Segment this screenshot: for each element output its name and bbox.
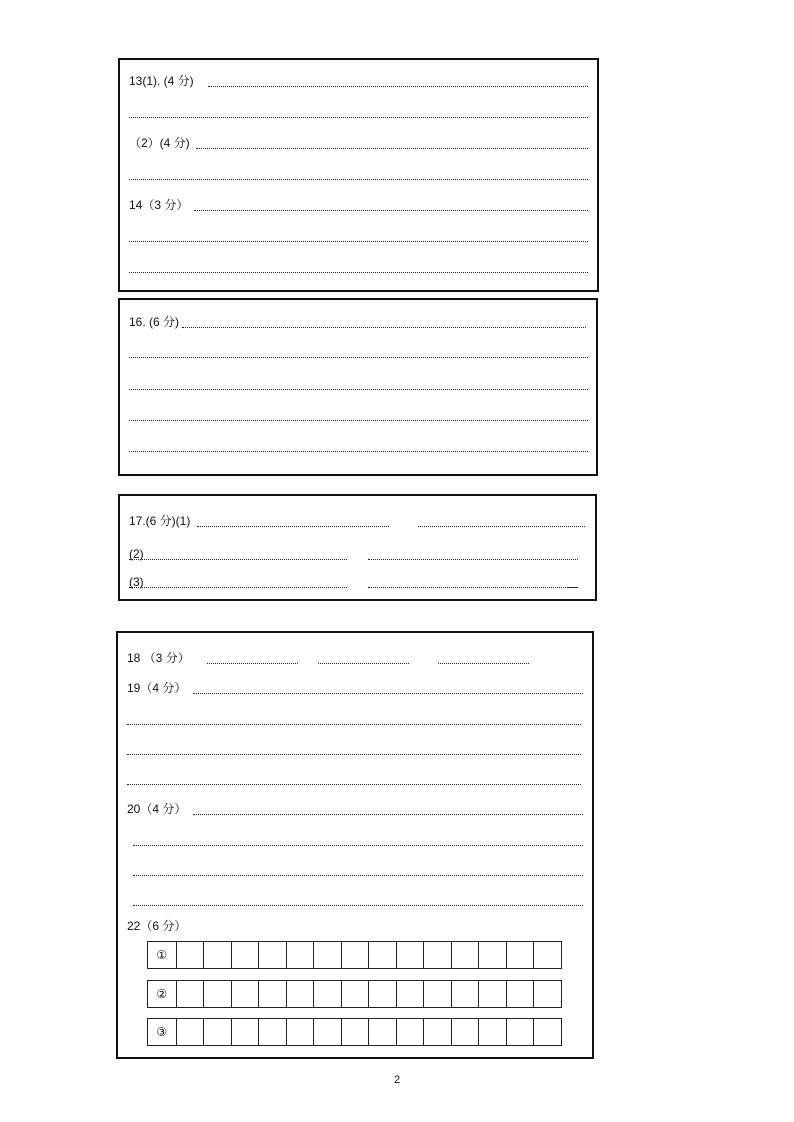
grid-cell[interactable] — [506, 942, 534, 968]
q18-label: 18 （3 分） — [127, 651, 190, 665]
q17-part2-blank[interactable] — [129, 559, 347, 560]
q14-answer-line[interactable] — [129, 241, 588, 242]
grid-cell[interactable] — [313, 981, 341, 1007]
row-marker-2: ② — [156, 987, 168, 1001]
q17-label: 17.(6 分)(1) — [129, 514, 191, 528]
row-marker-3: ③ — [156, 1025, 168, 1039]
grid-cell[interactable] — [341, 1019, 369, 1045]
grid-cell[interactable] — [368, 981, 396, 1007]
q16-answer-line[interactable] — [129, 389, 588, 390]
grid-cell[interactable] — [451, 942, 479, 968]
grid-cell[interactable] — [286, 981, 314, 1007]
q14-label: 14（3 分） — [129, 198, 189, 212]
q20-answer-line[interactable] — [133, 905, 583, 906]
q13-part2-answer-line[interactable] — [196, 148, 588, 149]
answer-box-13-14 — [118, 58, 599, 292]
grid-cell[interactable] — [203, 942, 231, 968]
q16-label: 16. (6 分) — [129, 315, 180, 329]
q14-answer-line[interactable] — [129, 272, 588, 273]
q17-part2-blank[interactable] — [368, 559, 578, 560]
grid-cell[interactable] — [258, 942, 286, 968]
q20-answer-line[interactable] — [133, 845, 583, 846]
grid-cell[interactable] — [451, 981, 479, 1007]
q17-part3-blank[interactable] — [129, 587, 347, 588]
grid-cell[interactable] — [423, 1019, 451, 1045]
grid-cell[interactable] — [533, 981, 561, 1007]
grid-cell[interactable] — [396, 981, 424, 1007]
grid-cell[interactable] — [368, 1019, 396, 1045]
grid-cell[interactable] — [478, 942, 506, 968]
grid-cell[interactable] — [258, 981, 286, 1007]
grid-cell[interactable] — [258, 1019, 286, 1045]
grid-cell[interactable] — [286, 942, 314, 968]
q22-answer-grid-row-2 — [147, 980, 562, 1008]
q16-answer-line[interactable] — [129, 420, 588, 421]
q20-answer-line[interactable] — [133, 875, 583, 876]
q19-answer-line[interactable] — [193, 693, 583, 694]
grid-cell[interactable] — [341, 942, 369, 968]
q19-label: 19（4 分） — [127, 681, 187, 695]
grid-cell[interactable] — [231, 981, 259, 1007]
q16-answer-line[interactable] — [129, 357, 588, 358]
q13-part1-answer-line[interactable] — [208, 86, 588, 87]
page-number: 2 — [393, 1074, 401, 1086]
grid-cell[interactable] — [506, 981, 534, 1007]
grid-cell[interactable] — [423, 981, 451, 1007]
grid-cell[interactable] — [533, 1019, 561, 1045]
q19-answer-line[interactable] — [127, 754, 581, 755]
q17-part2-label: (2) — [129, 547, 144, 561]
grid-cell[interactable] — [451, 1019, 479, 1045]
grid-cell[interactable] — [231, 942, 259, 968]
answer-box-16 — [118, 298, 598, 476]
grid-cell[interactable] — [203, 981, 231, 1007]
q18-blank[interactable] — [318, 663, 409, 664]
grid-cell[interactable] — [506, 1019, 534, 1045]
grid-cell[interactable] — [313, 1019, 341, 1045]
grid-cell[interactable] — [176, 942, 204, 968]
q22-label: 22（6 分） — [127, 919, 187, 933]
q13-part1-label: 13(1). (4 分) — [129, 74, 194, 88]
q17-part3-label: (3) — [129, 575, 144, 589]
q18-blank[interactable] — [207, 663, 298, 664]
q17-part1-blank[interactable] — [197, 526, 389, 527]
q13-part2-label: （2）(4 分) — [129, 136, 190, 150]
grid-cell[interactable] — [478, 981, 506, 1007]
q20-answer-line[interactable] — [193, 814, 583, 815]
grid-cell[interactable] — [533, 942, 561, 968]
grid-cell[interactable] — [396, 942, 424, 968]
q13-part1-answer-line[interactable] — [129, 117, 588, 118]
q17-part1-blank[interactable] — [418, 526, 585, 527]
q17-part3-blank[interactable] — [368, 587, 568, 588]
grid-cell[interactable] — [341, 981, 369, 1007]
q14-answer-line[interactable] — [194, 210, 588, 211]
q18-blank[interactable] — [438, 663, 529, 664]
q17-part3-blank-end — [567, 587, 578, 588]
answer-box-17 — [118, 494, 597, 601]
q19-answer-line[interactable] — [127, 784, 581, 785]
row-marker-1: ① — [156, 948, 168, 962]
q13-part2-answer-line[interactable] — [129, 179, 588, 180]
grid-cell[interactable] — [231, 1019, 259, 1045]
q20-label: 20（4 分） — [127, 802, 187, 816]
grid-cell[interactable] — [313, 942, 341, 968]
q19-answer-line[interactable] — [127, 724, 581, 725]
grid-cell[interactable] — [286, 1019, 314, 1045]
q22-answer-grid-row-3 — [147, 1018, 562, 1046]
q16-answer-line[interactable] — [129, 451, 588, 452]
grid-cell[interactable] — [368, 942, 396, 968]
grid-cell[interactable] — [203, 1019, 231, 1045]
q22-answer-grid-row-1 — [147, 941, 562, 969]
grid-cell[interactable] — [396, 1019, 424, 1045]
grid-cell[interactable] — [176, 981, 204, 1007]
grid-cell[interactable] — [423, 942, 451, 968]
grid-cell[interactable] — [176, 1019, 204, 1045]
grid-cell[interactable] — [478, 1019, 506, 1045]
q16-answer-line[interactable] — [182, 327, 586, 328]
